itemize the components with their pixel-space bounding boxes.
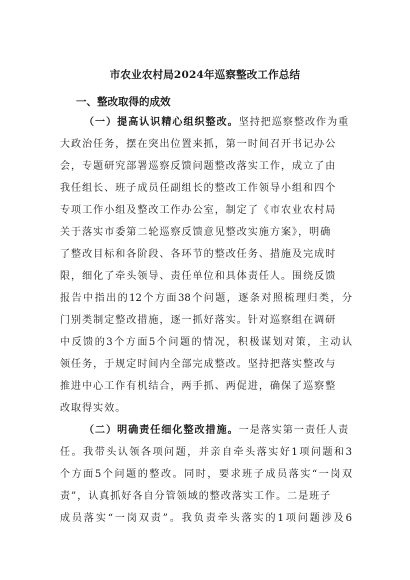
paragraph-line: （二）明确责任细化整改措施。一是落实第一责任人责 — [84, 425, 350, 436]
paragraph-line: （一）提高认识精心组织整改。坚持把巡察整改作为重 — [84, 117, 350, 128]
paragraph-line: 了整改目标和各阶段、各环节的整改任务、措施及完成时 — [60, 249, 337, 260]
paragraph-line: 任。我带头认领各项问题，并亲自牵头落实好1项问题和3 — [60, 447, 352, 458]
paragraph-line: 我任组长、班子成员任副组长的整改工作领导小组和四个 — [60, 183, 337, 194]
paragraph-line: 报告中指出的12个方面38个问题，逐条对照梳理归类，分 — [60, 293, 352, 304]
paragraph-line: 大政治任务，摆在突出位置来抓，第一时间召开书记办公 — [60, 139, 337, 150]
paragraph-line: 领任务，于规定时间内全部完成整改。坚持把落实整改与 — [60, 359, 337, 370]
paragraph-line: 改取得实效。 — [60, 403, 127, 414]
document-title: 市农业农村局2024年巡察整改工作总结 — [109, 69, 301, 81]
paragraph-line: 限，细化了牵头领导、责任单位和具体责任人。围绕反馈 — [60, 271, 337, 282]
paragraph-line: 成员落实“一岗双责”。我负责牵头落实的1项问题涉及6 — [60, 513, 352, 524]
paragraph-line: 中反馈的3个方面5个问题的情况，积极谋划对策，主动认 — [60, 337, 352, 348]
paragraph-line: 推进中心工作有机结合，两手抓、两促进，确保了巡察整 — [60, 381, 337, 392]
paragraph-line: 个方面5个问题的整改。同时，要求班子成员落实“一岗双 — [60, 469, 352, 480]
paragraph-lead: （二）明确责任细化整改措施。 — [84, 425, 239, 436]
paragraph-line: 责”，认真抓好各自分管领域的整改落实工作。二是班子 — [60, 491, 332, 502]
paragraph-lead: （一）提高认识精心组织整改。 — [84, 117, 239, 128]
paragraph-line: 门别类制定整改措施，逐一抓好落实。针对巡察组在调研 — [60, 315, 337, 326]
paragraph-line: 专项工作小组及整改工作办公室，制定了《市农业农村局 — [60, 205, 337, 216]
paragraph-line: 会，专题研究部署巡察反馈问题整改落实工作，成立了由 — [60, 161, 337, 172]
section-heading: 一、整改取得的成效 — [76, 96, 171, 108]
paragraph-line: 关于落实市委第二轮巡察反馈意见整改实施方案》，明确 — [60, 227, 332, 238]
